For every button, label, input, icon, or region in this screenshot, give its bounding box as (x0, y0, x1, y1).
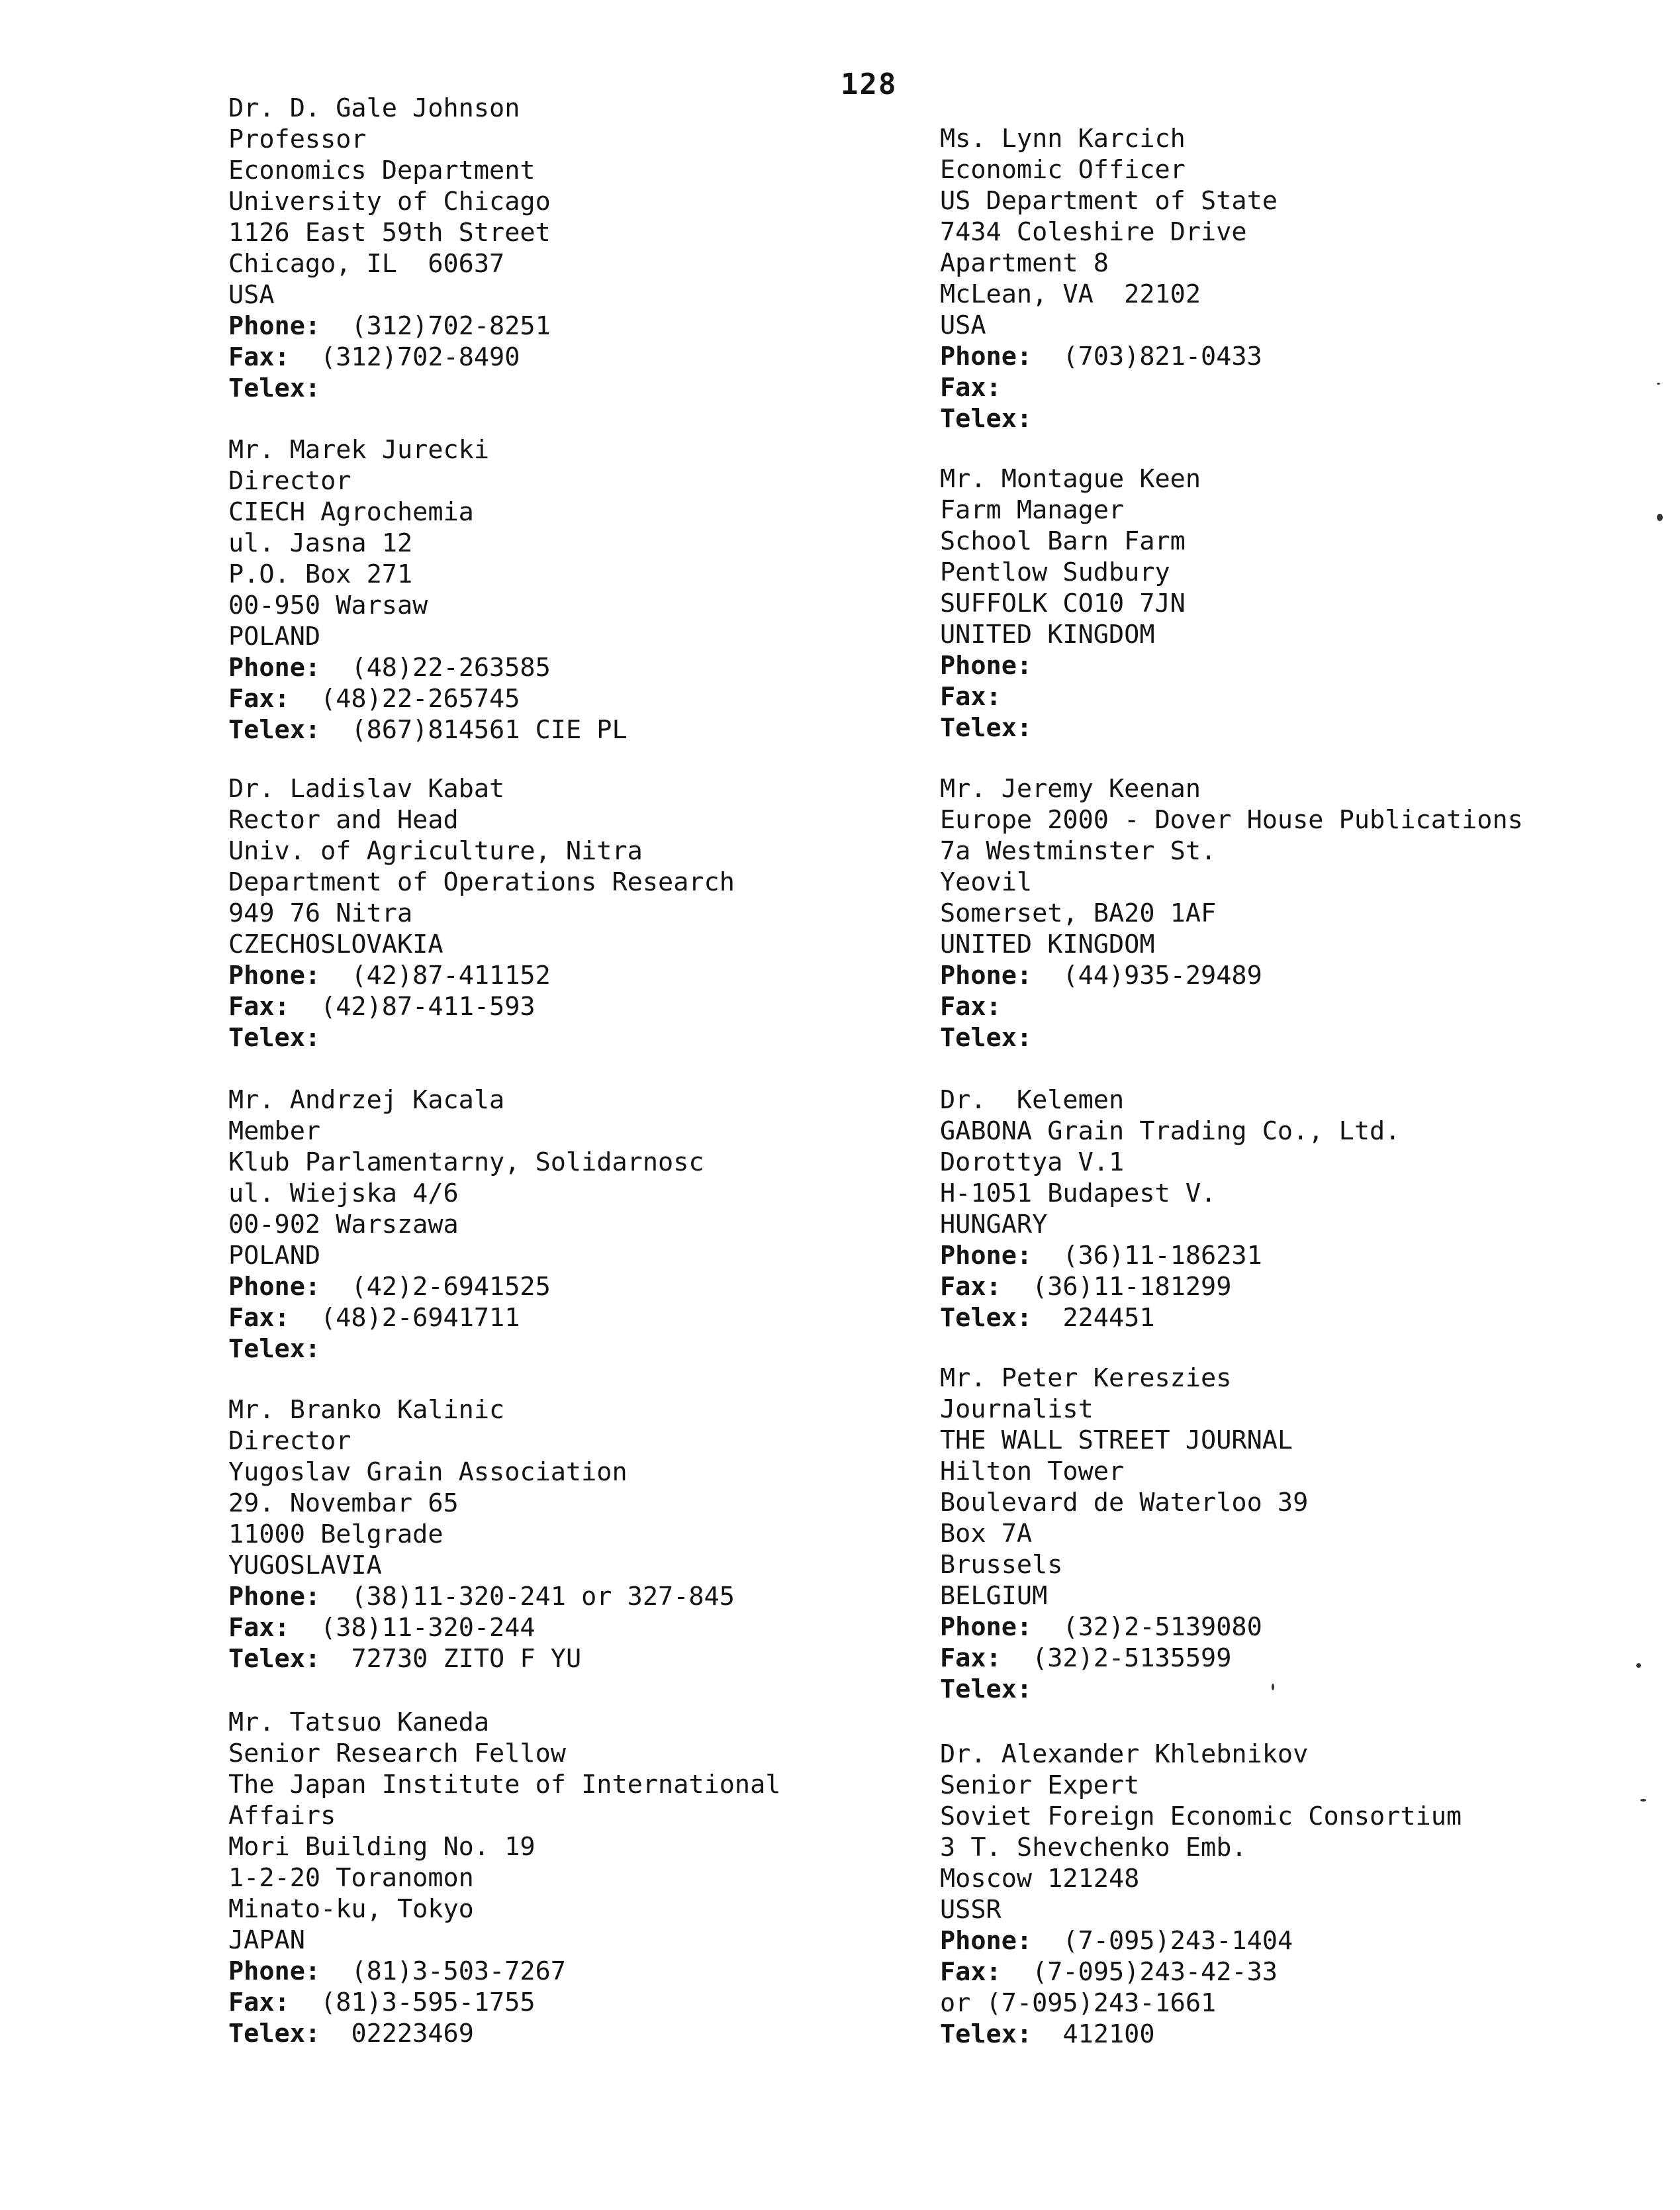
fax-value: (42)87-411-593 (320, 992, 536, 1022)
contact-address: Pentlow Sudbury (940, 557, 1170, 587)
phone-line (228, 1581, 735, 1612)
contact-org: GABONA Grain Trading Co., Ltd. (940, 1116, 1401, 1146)
fax-value: (81)3-595-1755 (320, 1988, 536, 2017)
contact-country: UNITED KINGDOM (940, 930, 1155, 959)
phone-value: (32)2-5139080 (1062, 1612, 1262, 1642)
contact-country: USA (228, 280, 275, 310)
fax-label: Fax: (940, 373, 1002, 403)
contact-address: Yeovil (940, 867, 1033, 897)
contact-name: Dr. Ladislav Kabat (228, 774, 505, 804)
phone-line (940, 1611, 1308, 1643)
contact-name: Dr. Alexander Khlebnikov (940, 1739, 1309, 1769)
contact-address: 7a Westminster St. (940, 836, 1217, 866)
scan-speck (1657, 383, 1660, 385)
contact-entry (228, 773, 735, 1053)
contact-address: 949 76 Nitra (228, 898, 413, 928)
telex-line (940, 712, 1201, 744)
telex-label: Telex: (940, 713, 1033, 743)
phone-label: Phone: (228, 653, 321, 683)
phone-label: Phone: (228, 1956, 321, 1986)
contact-country: BELGIUM (940, 1581, 1048, 1611)
contact-address: McLean, VA 22102 (940, 279, 1201, 309)
contact-name: Mr. Branko Kalinic (228, 1395, 505, 1425)
fax-value: (38)11-320-244 (320, 1613, 536, 1643)
telex-label: Telex: (228, 1644, 321, 1674)
telex-label: Telex: (228, 373, 321, 403)
contact-entry (940, 1084, 1400, 1333)
telex-label: Telex: (940, 404, 1033, 434)
contact-address: Brussels (940, 1550, 1063, 1580)
telex-line (228, 1333, 704, 1365)
telex-label: Telex: (940, 1303, 1033, 1333)
phone-label: Phone: (228, 1272, 321, 1302)
phone-label: Phone: (940, 651, 1033, 681)
contact-address: Hilton Tower (940, 1457, 1125, 1486)
fax-value: (32)2-5135599 (1032, 1643, 1232, 1673)
scan-speck (1657, 514, 1663, 521)
contact-org: Department of Operations Research (228, 867, 735, 897)
contact-org: THE WALL STREET JOURNAL (940, 1425, 1293, 1455)
fax-value: (48)2-6941711 (320, 1303, 520, 1333)
telex-value: 224451 (1062, 1303, 1155, 1333)
phone-line (228, 960, 735, 991)
fax-line (940, 1271, 1400, 1302)
contact-org: School Barn Farm (940, 526, 1186, 556)
telex-line (940, 403, 1278, 434)
fax-value: (48)22-265745 (320, 684, 520, 714)
fax-label: Fax: (940, 1643, 1002, 1673)
contact-name: Mr. Peter Kereszies (940, 1363, 1232, 1393)
contact-entry (940, 463, 1201, 744)
scan-speck (1640, 1799, 1646, 1802)
contact-org: Soviet Foreign Economic Consortium (940, 1802, 1462, 1831)
scan-speck (1636, 1663, 1641, 1668)
contact-title: Director (228, 1426, 351, 1456)
contact-address: Box 7A (940, 1519, 1033, 1549)
phone-label: Phone: (940, 1612, 1033, 1642)
fax-line (940, 681, 1201, 712)
phone-value: (48)22-263585 (351, 653, 551, 683)
contact-address: 1-2-20 Toranomon (228, 1863, 474, 1893)
fax-line (228, 1612, 735, 1643)
contact-title: Rector and Head (228, 805, 459, 835)
contact-name: Mr. Andrzej Kacala (228, 1085, 505, 1115)
fax-extra-line: or (7-095)243-1661 (940, 1988, 1217, 2018)
telex-line (940, 2019, 1462, 2050)
contact-address: P.O. Box 271 (228, 559, 413, 589)
phone-line (940, 960, 1523, 991)
contact-org: Europe 2000 - Dover House Publications (940, 805, 1523, 835)
contact-title: Director (228, 466, 351, 496)
phone-line (940, 1240, 1400, 1271)
fax-line (228, 683, 628, 714)
contact-name: Mr. Marek Jurecki (228, 435, 490, 465)
fax-label: Fax: (228, 1303, 290, 1333)
fax-value: (312)702-8490 (320, 342, 520, 372)
phone-value: (703)821-0433 (1062, 342, 1262, 371)
scan-speck (1272, 1684, 1274, 1690)
phone-value: (44)935-29489 (1062, 961, 1262, 990)
fax-label: Fax: (940, 1957, 1002, 1987)
contact-title: Farm Manager (940, 495, 1125, 525)
phone-label: Phone: (228, 961, 321, 990)
fax-line (228, 1302, 704, 1333)
phone-value: (36)11-186231 (1062, 1241, 1262, 1271)
telex-label: Telex: (228, 2019, 321, 2048)
contact-address: 1126 East 59th Street (228, 218, 551, 248)
contact-title: Member (228, 1116, 321, 1146)
telex-line (228, 714, 628, 745)
fax-line (228, 991, 735, 1022)
fax-value: (7-095)243-42-33 (1032, 1957, 1278, 1987)
contact-title: Journalist (940, 1394, 1094, 1424)
contact-address: SUFFOLK CO10 7JN (940, 589, 1186, 618)
phone-label: Phone: (940, 1926, 1033, 1956)
fax-line (228, 342, 551, 373)
fax-label: Fax: (228, 342, 290, 372)
fax-line (940, 372, 1278, 403)
contact-address: Somerset, BA20 1AF (940, 898, 1217, 928)
contact-org: University of Chicago (228, 187, 551, 216)
contact-address: 11000 Belgrade (228, 1519, 443, 1549)
fax-line (940, 1956, 1462, 1988)
phone-value: (42)87-411152 (351, 961, 551, 990)
telex-line (940, 1302, 1400, 1333)
contact-country: UNITED KINGDOM (940, 620, 1155, 649)
contact-org: Economics Department (228, 156, 536, 185)
contact-address: Chicago, IL 60637 (228, 249, 505, 279)
contact-entry (228, 1394, 735, 1674)
phone-line (228, 1271, 704, 1302)
telex-line (940, 1022, 1523, 1053)
telex-label: Telex: (940, 2019, 1033, 2049)
page-number: 128 (841, 68, 898, 101)
contact-title: Economic Officer (940, 155, 1186, 185)
contact-address: Minato-ku, Tokyo (228, 1894, 474, 1924)
contact-address: 00-950 Warsaw (228, 591, 428, 620)
contact-country: YUGOSLAVIA (228, 1551, 382, 1580)
contact-entry (228, 434, 628, 745)
contact-org: Affairs (228, 1801, 336, 1831)
phone-line (940, 341, 1278, 372)
fax-label: Fax: (940, 992, 1002, 1022)
contact-title: Senior Expert (940, 1770, 1140, 1800)
contact-country: POLAND (228, 622, 321, 651)
fax-value: (36)11-181299 (1032, 1272, 1232, 1302)
contact-address: Apartment 8 (940, 248, 1109, 278)
phone-value: (42)2-6941525 (351, 1272, 551, 1302)
phone-value: (7-095)243-1404 (1062, 1926, 1293, 1956)
fax-label: Fax: (228, 1613, 290, 1643)
fax-line (940, 991, 1523, 1022)
phone-line (228, 652, 628, 683)
contact-address: 29. Novembar 65 (228, 1488, 459, 1518)
phone-line (940, 1925, 1462, 1956)
contact-address: Dorottya V.1 (940, 1147, 1125, 1177)
fax-label: Fax: (228, 1988, 290, 2017)
telex-value: 72730 ZITO F YU (351, 1644, 582, 1674)
phone-line (228, 311, 551, 342)
phone-value: (81)3-503-7267 (351, 1956, 566, 1986)
contact-entry (228, 1707, 780, 2049)
contact-address: Moscow 121248 (940, 1864, 1140, 1894)
contact-entry (228, 93, 551, 404)
contact-entry (940, 1363, 1308, 1705)
contact-entry (940, 1739, 1462, 2050)
fax-label: Fax: (228, 992, 290, 1022)
contact-org: US Department of State (940, 186, 1278, 216)
phone-line (940, 650, 1201, 681)
telex-label: Telex: (940, 1674, 1033, 1704)
contact-country: USSR (940, 1895, 1002, 1925)
contact-address: Boulevard de Waterloo 39 (940, 1488, 1309, 1517)
contact-org: The Japan Institute of International (228, 1770, 781, 1800)
contact-title: Senior Research Fellow (228, 1739, 566, 1768)
telex-label: Telex: (228, 715, 321, 745)
telex-value: 02223469 (351, 2019, 474, 2048)
contact-address: 3 T. Shevchenko Emb. (940, 1833, 1247, 1862)
contact-address: 00-902 Warszawa (228, 1210, 459, 1239)
telex-label: Telex: (228, 1334, 321, 1364)
contact-country: JAPAN (228, 1925, 305, 1955)
telex-label: Telex: (228, 1023, 321, 1053)
contact-address: ul. Jasna 12 (228, 528, 413, 558)
phone-line (228, 1956, 780, 1987)
contact-entry (228, 1084, 704, 1365)
contact-name: Mr. Tatsuo Kaneda (228, 1707, 490, 1737)
fax-line (228, 1987, 780, 2018)
fax-label: Fax: (228, 684, 290, 714)
telex-line (228, 373, 551, 404)
phone-label: Phone: (228, 311, 321, 341)
contact-address: ul. Wiejska 4/6 (228, 1178, 459, 1208)
contact-country: POLAND (228, 1241, 321, 1271)
contact-name: Mr. Montague Keen (940, 464, 1201, 494)
phone-value: (38)11-320-241 or 327-845 (351, 1582, 735, 1611)
contact-org: Univ. of Agriculture, Nitra (228, 836, 643, 866)
contact-name: Dr. Kelemen (940, 1085, 1125, 1115)
contact-country: HUNGARY (940, 1210, 1048, 1239)
contact-address: Mori Building No. 19 (228, 1832, 536, 1862)
contact-address: 7434 Coleshire Drive (940, 217, 1247, 247)
telex-line (228, 1022, 735, 1053)
phone-label: Phone: (940, 342, 1033, 371)
contact-org: CIECH Agrochemia (228, 497, 474, 527)
contact-org: Yugoslav Grain Association (228, 1457, 628, 1487)
contact-entry (940, 123, 1278, 434)
contact-country: CZECHOSLOVAKIA (228, 930, 443, 959)
contact-address: H-1051 Budapest V. (940, 1178, 1217, 1208)
phone-label: Phone: (228, 1582, 321, 1611)
telex-value: 412100 (1062, 2019, 1155, 2049)
telex-label: Telex: (940, 1023, 1033, 1053)
telex-value: (867)814561 CIE PL (351, 715, 628, 745)
fax-label: Fax: (940, 1272, 1002, 1302)
contact-org: Klub Parlamentarny, Solidarnosc (228, 1147, 704, 1177)
telex-line (940, 1674, 1308, 1705)
telex-line (228, 1643, 735, 1674)
contact-name: Dr. D. Gale Johnson (228, 93, 520, 123)
contact-name: Ms. Lynn Karcich (940, 124, 1186, 154)
fax-label: Fax: (940, 682, 1002, 712)
contact-title: Professor (228, 124, 367, 154)
contact-country: USA (940, 311, 986, 340)
contact-name: Mr. Jeremy Keenan (940, 774, 1201, 804)
fax-line (940, 1643, 1308, 1674)
telex-line (228, 2018, 780, 2049)
phone-value: (312)702-8251 (351, 311, 551, 341)
contact-entry (940, 773, 1523, 1053)
phone-label: Phone: (940, 1241, 1033, 1271)
phone-label: Phone: (940, 961, 1033, 990)
